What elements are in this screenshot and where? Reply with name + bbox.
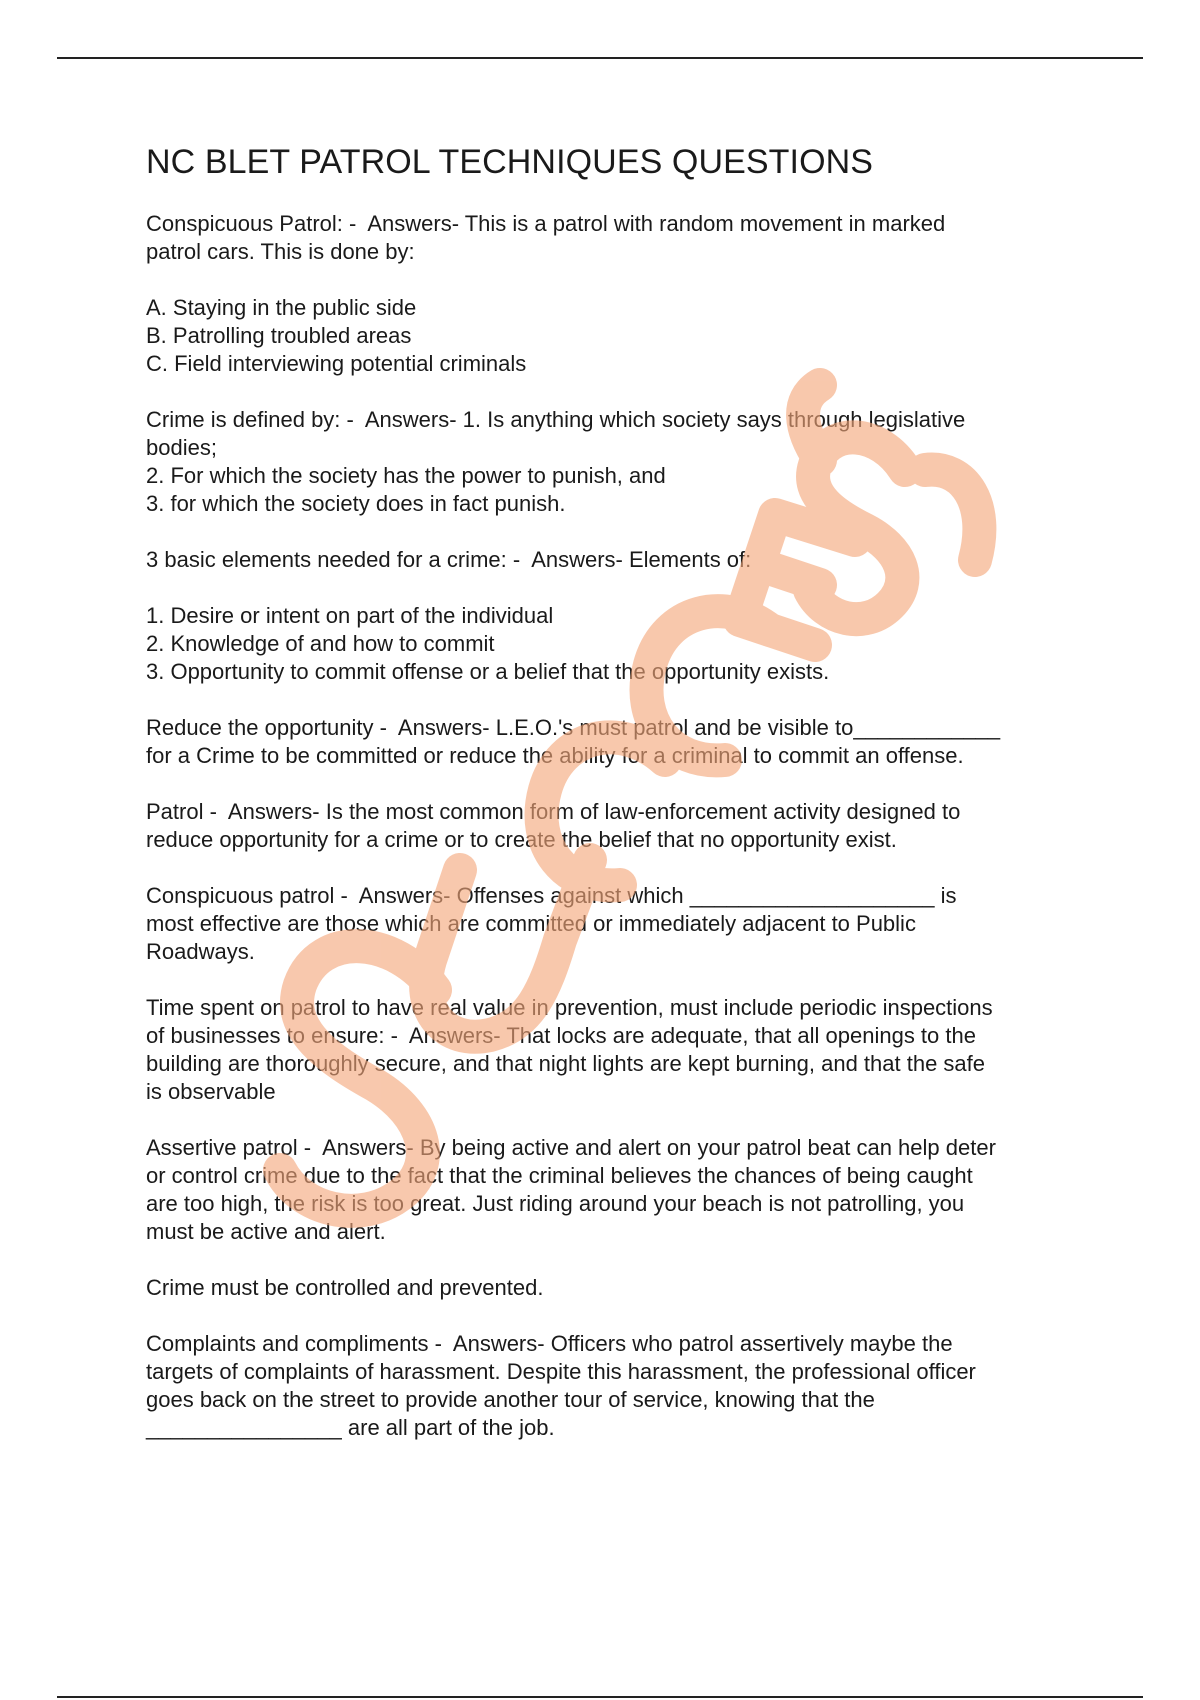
qa-block (146, 406, 1096, 518)
text-line: C. Field interviewing potential criminals (146, 351, 527, 376)
text-line: 2. For which the society has the power to punish, and (146, 463, 666, 488)
text-line: most effective are those which are committed or immediately adjacent to Public (146, 911, 916, 936)
text-line: are too high, the risk is too great. Just riding around your beach is not patrolling, you (146, 1191, 965, 1216)
document-page (146, 142, 1096, 1470)
qa-block (146, 294, 1096, 378)
text-line: Reduce the opportunity - Answers- L.E.O.'s must patrol and be visible to____________ (146, 715, 1001, 740)
text-line: is observable (146, 1079, 276, 1104)
text-line: reduce opportunity for a crime or to create the belief that no opportunity exist. (146, 827, 897, 852)
text-line: A. Staying in the public side (146, 295, 417, 320)
qa-block (146, 994, 1096, 1106)
text-line: Crime must be controlled and prevented. (146, 1275, 544, 1300)
text-line: Patrol - Answers- Is the most common form of law-enforcement activity designed to (146, 799, 961, 824)
text-line: ________________ are all part of the job. (146, 1415, 555, 1440)
qa-block (146, 210, 1096, 266)
qa-block (146, 714, 1096, 770)
page-title: NC BLET PATROL TECHNIQUES QUESTIONS (146, 143, 874, 181)
text-line: must be active and alert. (146, 1219, 386, 1244)
text-line: of businesses to ensure: - Answers- That locks are adequate, that all openings to the (146, 1023, 976, 1048)
text-line: patrol cars. This is done by: (146, 239, 415, 264)
text-line: Conspicuous Patrol: - Answers- This is a patrol with random movement in marked (146, 211, 946, 236)
text-line: Assertive patrol - Answers- By being active and alert on your patrol beat can help deter (146, 1135, 996, 1160)
text-line: bodies; (146, 435, 217, 460)
qa-block (146, 882, 1096, 966)
text-line: Roadways. (146, 939, 255, 964)
text-line: 1. Desire or intent on part of the individual (146, 603, 554, 628)
top-rule (57, 57, 1143, 59)
text-line: for a Crime to be committed or reduce the ability for a criminal to commit an offense. (146, 743, 964, 768)
qa-block (146, 1330, 1096, 1442)
text-line: Time spent on patrol to have real value in prevention, must include periodic inspections (146, 995, 993, 1020)
text-line: goes back on the street to provide another tour of service, knowing that the (146, 1387, 875, 1412)
text-line: building are thoroughly secure, and that night lights are kept burning, and that the safe (146, 1051, 986, 1076)
qa-block (146, 798, 1096, 854)
text-line: Complaints and compliments - Answers- Officers who patrol assertively maybe the (146, 1331, 953, 1356)
text-line: 3. Opportunity to commit offense or a belief that the opportunity exists. (146, 659, 830, 684)
text-line: targets of complaints of harassment. Despite this harassment, the professional officer (146, 1359, 976, 1384)
text-line: B. Patrolling troubled areas (146, 323, 412, 348)
qa-block (146, 602, 1096, 686)
text-line: or control crime due to the fact that the criminal believes the chances of being caught (146, 1163, 973, 1188)
text-line: 2. Knowledge of and how to commit (146, 631, 495, 656)
qa-block (146, 1134, 1096, 1246)
qa-list (146, 210, 1096, 1442)
bottom-rule (57, 1696, 1143, 1698)
qa-block (146, 1274, 1096, 1302)
text-line: 3 basic elements needed for a crime: - Answers- Elements of: (146, 547, 752, 572)
text-line: Crime is defined by: - Answers- 1. Is anything which society says through legislative (146, 407, 966, 432)
qa-block (146, 546, 1096, 574)
text-line: Conspicuous patrol - Answers- Offenses against which ____________________ is (146, 883, 957, 908)
text-line: 3. for which the society does in fact punish. (146, 491, 566, 516)
